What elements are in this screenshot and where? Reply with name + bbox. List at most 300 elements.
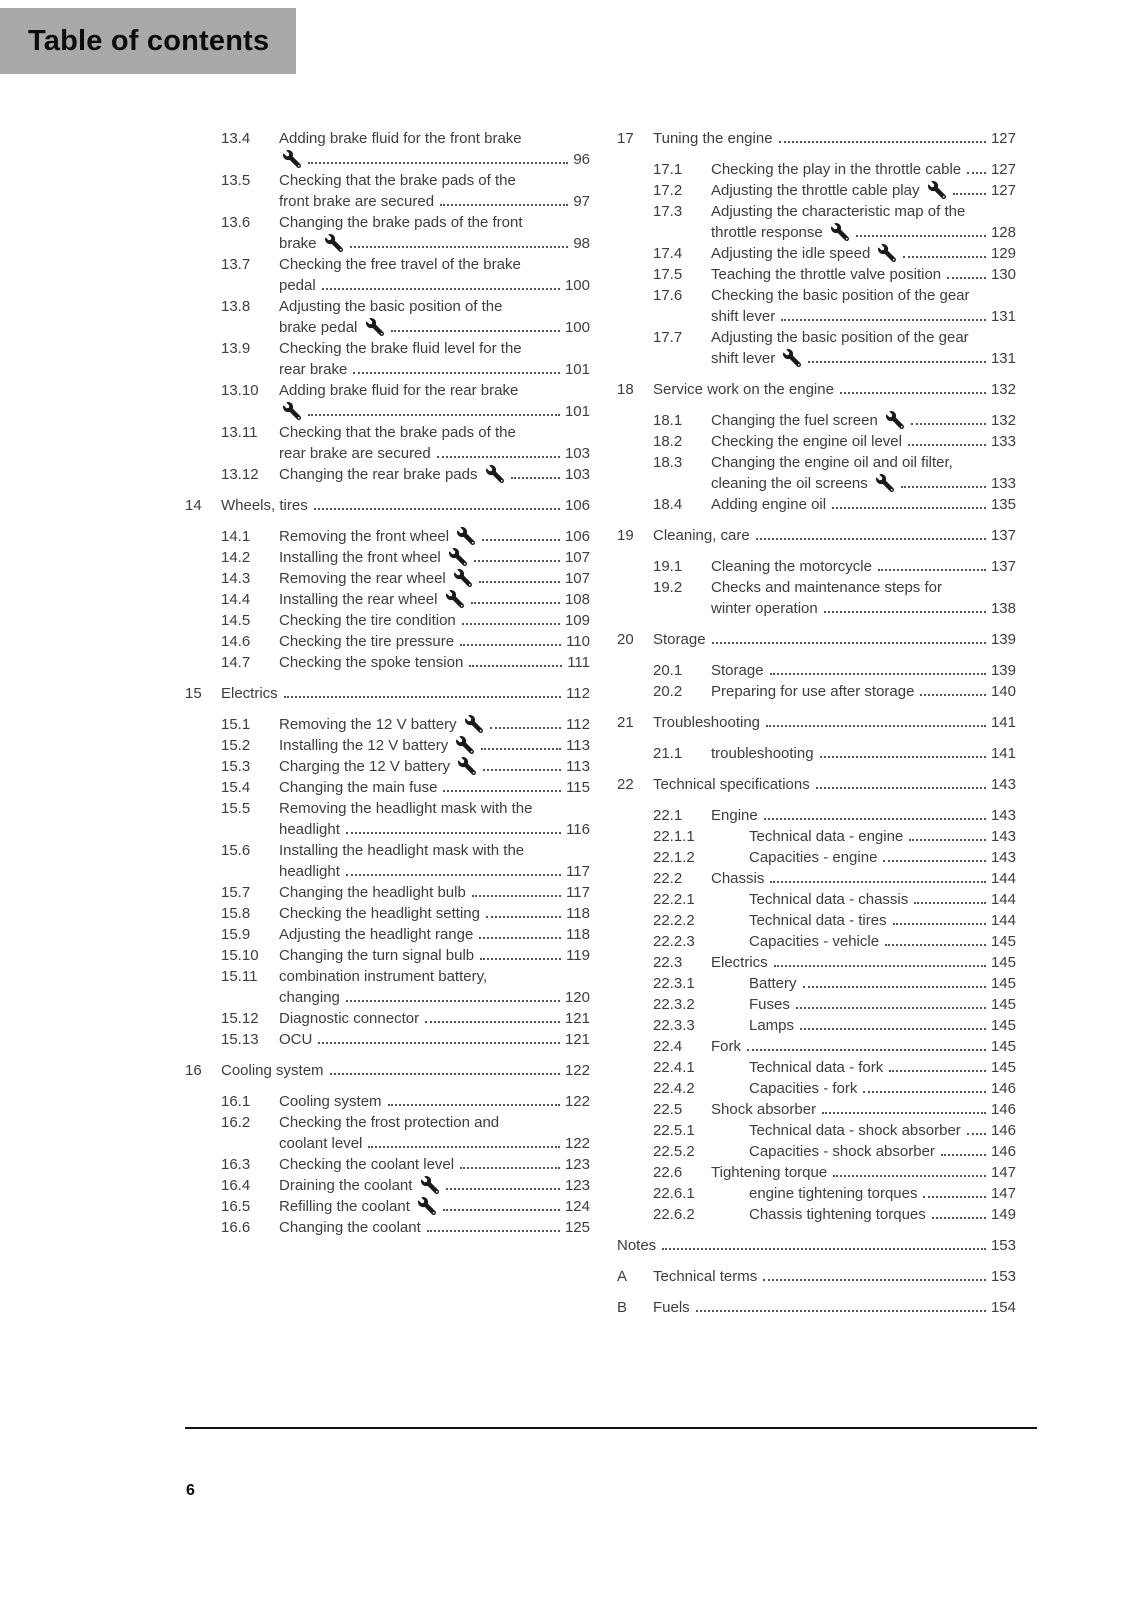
toc-entry-body: [279, 568, 590, 589]
toc-entry-title-line: combination instrument battery,: [279, 968, 488, 985]
toc-entry[interactable]: [617, 868, 1016, 889]
toc-entry-number: A: [617, 1268, 628, 1285]
toc-entry-title: Adding engine oil: [711, 496, 827, 513]
toc-entry[interactable]: [185, 631, 590, 652]
toc-entry-page: 144: [990, 891, 1016, 908]
toc-entry[interactable]: [617, 1078, 1016, 1099]
toc-entry[interactable]: [185, 798, 590, 840]
dot-leader: [824, 611, 986, 613]
toc-entry[interactable]: [185, 380, 590, 422]
toc-entry[interactable]: [617, 201, 1016, 243]
dot-leader: [908, 444, 986, 446]
dot-leader: [460, 644, 561, 646]
toc-entry-number: 18.4: [653, 496, 683, 513]
toc-entry[interactable]: [185, 756, 590, 777]
toc-entry[interactable]: [185, 1154, 590, 1175]
dot-leader: [440, 204, 568, 206]
toc-entry-page: 145: [990, 1038, 1016, 1055]
toc-entry-page: 147: [990, 1164, 1016, 1181]
toc-entry[interactable]: [185, 610, 590, 631]
toc-entry[interactable]: [617, 1036, 1016, 1057]
toc-entry[interactable]: [617, 681, 1016, 702]
toc-entry-body: [279, 631, 590, 652]
toc-entry-number: 20.2: [653, 683, 683, 700]
footer-rule: [185, 1427, 1037, 1429]
toc-entry[interactable]: [185, 1112, 590, 1154]
toc-entry-title: cleaning the oil screens: [711, 473, 895, 494]
toc-entry[interactable]: [617, 910, 1016, 931]
toc-column-left: [185, 128, 590, 1238]
toc-entry-page: 128: [990, 224, 1016, 241]
toc-entry-body: [711, 577, 1016, 619]
toc-entry[interactable]: [185, 296, 590, 338]
wrench-icon: [783, 349, 801, 367]
toc-entry-body: [749, 1183, 1016, 1204]
toc-entry[interactable]: [617, 1015, 1016, 1036]
toc-entry-title: Fuels: [653, 1299, 690, 1316]
toc-entry-page: 117: [566, 863, 590, 880]
toc-entry-page: 135: [990, 496, 1016, 513]
toc-entry[interactable]: [617, 660, 1016, 681]
toc-entry[interactable]: [617, 847, 1016, 868]
toc-entry-title: Diagnostic connector: [279, 1010, 420, 1027]
dot-leader: [318, 1042, 560, 1044]
dot-leader: [346, 874, 561, 876]
toc-entry-body: [279, 777, 590, 798]
toc-entry-title: [279, 401, 302, 422]
toc-entry-page: 127: [990, 130, 1016, 147]
toc-entry-number: 21.1: [653, 745, 683, 762]
toc-entry-title: Engine: [711, 807, 758, 824]
toc-entry-page: 131: [990, 350, 1016, 367]
toc-entry-title: changing: [279, 989, 340, 1006]
toc-entry[interactable]: [617, 1162, 1016, 1183]
toc-entry-number: 14: [185, 497, 202, 514]
wrench-icon: [449, 548, 467, 566]
toc-entry-page: 140: [990, 683, 1016, 700]
toc-entry-body: [279, 756, 590, 777]
toc-entry[interactable]: [617, 826, 1016, 847]
wrench-icon: [418, 1197, 436, 1215]
toc-entry-body: [749, 1204, 1016, 1225]
toc-entry-page: 109: [564, 612, 590, 629]
toc-entry-number: 20: [617, 631, 634, 648]
toc-entry-number: 15.10: [221, 947, 259, 964]
dot-leader: [437, 456, 560, 458]
toc-entry[interactable]: [185, 568, 590, 589]
toc-entry-page: 96: [573, 151, 590, 168]
toc-entry-number: 13.11: [221, 424, 258, 441]
toc-entry-title: OCU: [279, 1031, 313, 1048]
toc-entry-body: [711, 952, 1016, 973]
toc-entry[interactable]: [185, 683, 590, 704]
dot-leader: [901, 486, 986, 488]
toc-entry[interactable]: [617, 494, 1016, 515]
toc-entry-page: 145: [990, 933, 1016, 950]
dot-leader: [350, 246, 569, 248]
toc-entry-number: 16.1: [221, 1093, 251, 1110]
toc-entry-number: 22.5.1: [653, 1122, 695, 1139]
toc-entry-page: 127: [990, 161, 1016, 178]
dot-leader: [800, 1028, 986, 1030]
toc-entry-page: 146: [990, 1080, 1016, 1097]
toc-entry-title-line: Checking the frost protection and: [279, 1114, 500, 1131]
toc-entry-title: throttle response: [711, 222, 850, 243]
toc-entry-title: pedal: [279, 277, 316, 294]
dot-leader: [483, 769, 561, 771]
toc-entry-title-line: Changing the engine oil and oil filter,: [711, 454, 953, 471]
toc-entry-page: 144: [990, 870, 1016, 887]
toc-entry-number: 15: [185, 685, 202, 702]
toc-entry[interactable]: [617, 931, 1016, 952]
toc-entry-number: 16.2: [221, 1114, 251, 1131]
toc-entry-title: Checking the headlight setting: [279, 905, 480, 922]
dot-leader: [816, 787, 986, 789]
toc-entry-number: 19: [617, 527, 634, 544]
toc-entry-body: [279, 966, 590, 1008]
toc-entry-title: Technical data - shock absorber: [749, 1122, 961, 1139]
toc-entry[interactable]: [185, 652, 590, 673]
dot-leader: [953, 193, 986, 195]
toc-entry-number: 22.5.2: [653, 1143, 695, 1160]
toc-entry[interactable]: [617, 159, 1016, 180]
toc-entry[interactable]: [617, 1204, 1016, 1225]
toc-entry[interactable]: [185, 1008, 590, 1029]
toc-entry[interactable]: [185, 1175, 590, 1196]
wrench-icon: [421, 1176, 439, 1194]
toc-entry-title-line: Adjusting the basic position of the: [279, 298, 503, 315]
toc-entry[interactable]: [185, 903, 590, 924]
dot-leader: [462, 623, 560, 625]
dot-leader: [479, 937, 561, 939]
toc-entry[interactable]: [617, 452, 1016, 494]
toc-entry-title: Installing the rear wheel: [279, 589, 465, 610]
toc-entry-page: 125: [564, 1219, 590, 1236]
toc-entry-body: [749, 1120, 1016, 1141]
toc-entry-title: Chassis tightening torques: [749, 1206, 926, 1223]
wrench-icon: [886, 411, 904, 429]
toc-entry-page: 153: [990, 1237, 1016, 1254]
toc-entry-page: 149: [990, 1206, 1016, 1223]
toc-entry-title: engine tightening torques: [749, 1185, 918, 1202]
toc-entry[interactable]: [617, 1099, 1016, 1120]
toc-entry[interactable]: [617, 285, 1016, 327]
toc-entry[interactable]: [185, 526, 590, 547]
toc-entry-body: [711, 556, 1016, 577]
toc-entry-number: 22.6: [653, 1164, 683, 1181]
toc-entry-number: 14.3: [221, 570, 251, 587]
dot-leader: [322, 288, 560, 290]
toc-entry[interactable]: [185, 128, 590, 170]
toc-entry-page: 112: [566, 685, 590, 702]
toc-entry-page: 122: [564, 1135, 590, 1152]
toc-entry-number: 22.6.1: [653, 1185, 695, 1202]
dot-leader: [425, 1021, 560, 1023]
toc-entry-number: 17: [617, 130, 634, 147]
toc-entry-body: [279, 1112, 590, 1154]
toc-entry-title: Shock absorber: [711, 1101, 817, 1118]
toc-entry-page: 127: [990, 182, 1016, 199]
toc-entry-body: [711, 1162, 1016, 1183]
toc-entry-number: 14.7: [221, 654, 251, 671]
toc-entry-body: [279, 1175, 590, 1196]
toc-entry[interactable]: [617, 973, 1016, 994]
dot-leader: [763, 1279, 986, 1281]
toc-entry-title: Capacities - fork: [749, 1080, 858, 1097]
toc-entry-number: 15.5: [221, 800, 251, 817]
toc-entry-title: Technical data - engine: [749, 828, 904, 845]
toc-entry-page: 124: [564, 1198, 590, 1215]
toc-entry-title: Checking the spoke tension: [279, 654, 464, 671]
toc-entry-body: [279, 714, 590, 735]
toc-entry[interactable]: [617, 264, 1016, 285]
toc-entry[interactable]: [185, 495, 590, 516]
dot-leader: [820, 756, 986, 758]
toc-entry[interactable]: [617, 180, 1016, 201]
toc-entry-body: [711, 243, 1016, 264]
toc-entry[interactable]: [617, 327, 1016, 369]
toc-entry-title: Checking the tire pressure: [279, 633, 455, 650]
toc-entry-title: rear brake are secured: [279, 445, 431, 462]
toc-entry-body: [711, 285, 1016, 327]
toc-entry-body: [279, 1091, 590, 1112]
toc-entry-number: 14.1: [221, 528, 251, 545]
wrench-icon: [456, 736, 474, 754]
toc-entry-title: troubleshooting: [711, 745, 814, 762]
toc-entry[interactable]: [617, 1183, 1016, 1204]
toc-entry-title: Adjusting the idle speed: [711, 243, 897, 264]
toc-entry-body: [279, 338, 590, 380]
toc-entry-title: Draining the coolant: [279, 1175, 440, 1196]
toc-entry-body: [749, 826, 1016, 847]
toc-entry-number: 22.4.1: [653, 1059, 695, 1076]
dot-leader: [909, 839, 986, 841]
toc-entry-page: 131: [990, 308, 1016, 325]
toc-entry-number: 22.2.2: [653, 912, 695, 929]
toc-entry-body: [279, 1008, 590, 1029]
toc-entry-page: 101: [564, 403, 590, 420]
toc-entry[interactable]: [185, 212, 590, 254]
toc-entry-title: Fork: [711, 1038, 741, 1055]
toc-entry-body: [711, 410, 1016, 431]
toc-entry[interactable]: [185, 735, 590, 756]
toc-entry-title: Adjusting the headlight range: [279, 926, 474, 943]
toc-entry[interactable]: [617, 629, 1016, 650]
toc-entry-page: 121: [564, 1031, 590, 1048]
toc-entry-number: 14.2: [221, 549, 251, 566]
toc-entry-number: 13.4: [221, 130, 251, 147]
dot-leader: [832, 507, 986, 509]
toc-entry-page: 110: [566, 633, 590, 650]
toc-entry[interactable]: [185, 1196, 590, 1217]
toc-entry[interactable]: [617, 1266, 1016, 1287]
toc-entry[interactable]: [617, 1141, 1016, 1162]
dot-leader: [878, 569, 986, 571]
toc-entry-number: 13.6: [221, 214, 251, 231]
toc-entry[interactable]: [185, 777, 590, 798]
toc-entry[interactable]: [617, 774, 1016, 795]
toc-entry[interactable]: [617, 743, 1016, 764]
toc-entry-title: Charging the 12 V battery: [279, 756, 477, 777]
toc-entry-body: [279, 903, 590, 924]
toc-entry-title: Installing the front wheel: [279, 547, 468, 568]
toc-entry-number: 15.3: [221, 758, 251, 775]
toc-entry-body: [711, 201, 1016, 243]
toc-entry-page: 145: [990, 954, 1016, 971]
dot-leader: [427, 1230, 560, 1232]
toc-entry-body: [279, 882, 590, 903]
toc-entry[interactable]: [617, 805, 1016, 826]
dot-leader: [923, 1196, 986, 1198]
toc-entry-title: Changing the turn signal bulb: [279, 947, 475, 964]
toc-entry-number: 22.6.2: [653, 1206, 695, 1223]
toc-entry[interactable]: [185, 547, 590, 568]
toc-entry-number: 16.4: [221, 1177, 251, 1194]
toc-entry-page: 106: [564, 528, 590, 545]
toc-entry-title-line: Adding brake fluid for the front brake: [279, 130, 522, 147]
toc-entry-title: Teaching the throttle valve position: [711, 266, 942, 283]
toc-entry[interactable]: [185, 338, 590, 380]
toc-entry-title: Changing the fuel screen: [711, 410, 905, 431]
page-number: 6: [186, 1482, 195, 1499]
toc-entry[interactable]: [617, 128, 1016, 149]
toc-entry-title: Tuning the engine: [653, 130, 773, 147]
dot-leader: [840, 392, 986, 394]
toc-entry-body: [279, 589, 590, 610]
toc-entry[interactable]: [617, 1297, 1016, 1318]
dot-leader: [967, 1133, 986, 1135]
toc-entry-number: 18.1: [653, 412, 683, 429]
toc-entry[interactable]: [617, 379, 1016, 400]
toc-entry-number: 22.3.3: [653, 1017, 695, 1034]
toc-entry[interactable]: [185, 924, 590, 945]
toc-entry[interactable]: [185, 422, 590, 464]
toc-entry-title: Checking the tire condition: [279, 612, 456, 629]
toc-entry-body: [749, 1078, 1016, 1099]
toc-entry[interactable]: [617, 410, 1016, 431]
toc-entry-title: Technical data - chassis: [749, 891, 909, 908]
toc-entry-number: 15.2: [221, 737, 251, 754]
toc-entry-number: 17.4: [653, 245, 683, 262]
toc-entry[interactable]: [185, 589, 590, 610]
toc-entry[interactable]: [617, 1120, 1016, 1141]
toc-entry[interactable]: [617, 243, 1016, 264]
dot-leader: [482, 539, 560, 541]
toc-entry-title: Changing the main fuse: [279, 779, 438, 796]
toc-entry-page: 141: [990, 745, 1016, 762]
toc-entry[interactable]: [185, 966, 590, 1008]
dot-leader: [822, 1112, 986, 1114]
toc-entry[interactable]: [185, 1060, 590, 1081]
toc-entry-page: 130: [990, 266, 1016, 283]
dot-leader: [308, 162, 568, 164]
toc-entry[interactable]: [185, 882, 590, 903]
toc-entry-title: front brake are secured: [279, 193, 435, 210]
toc-entry-number: 22.1.2: [653, 849, 695, 866]
toc-entry-number: 15.8: [221, 905, 251, 922]
dot-leader: [486, 916, 561, 918]
toc-entry-body: [711, 660, 1016, 681]
toc-entry[interactable]: [617, 889, 1016, 910]
toc-entry-body: [279, 170, 590, 212]
dot-leader: [479, 581, 560, 583]
toc-entry-title: Capacities - vehicle: [749, 933, 880, 950]
toc-entry-number: 13.5: [221, 172, 251, 189]
toc-entry[interactable]: [617, 577, 1016, 619]
toc-entry[interactable]: [185, 1029, 590, 1050]
toc-entry-number: 14.5: [221, 612, 251, 629]
toc-entry-number: 15.9: [221, 926, 251, 943]
toc-entry-title-line: Checking the brake fluid level for the: [279, 340, 522, 357]
toc-entry-body: [653, 712, 1016, 733]
toc-entry[interactable]: [617, 994, 1016, 1015]
toc-entry-body: [653, 525, 1016, 546]
toc-entry-page: 113: [566, 758, 590, 775]
dot-leader: [808, 361, 986, 363]
toc-entry[interactable]: [617, 525, 1016, 546]
dot-leader: [770, 881, 986, 883]
toc-entry-number: 14.6: [221, 633, 251, 650]
toc-entry[interactable]: [185, 170, 590, 212]
toc-entry-number: 15.4: [221, 779, 251, 796]
toc-entry[interactable]: [617, 431, 1016, 452]
toc-entry-body: [279, 735, 590, 756]
toc-entry-page: 115: [566, 779, 590, 796]
toc-entry-page: 133: [990, 475, 1016, 492]
toc-entry-title: Wheels, tires: [221, 497, 308, 514]
toc-entry-body: [653, 1266, 1016, 1287]
toc-entry[interactable]: [617, 1235, 1016, 1256]
toc-entry[interactable]: [185, 840, 590, 882]
toc-entry-title: headlight: [279, 863, 340, 880]
toc-entry-page: 97: [573, 193, 590, 210]
toc-entry-page: 139: [990, 631, 1016, 648]
toc-entry-body: [711, 868, 1016, 889]
toc-entry[interactable]: [185, 1091, 590, 1112]
dot-leader: [914, 902, 986, 904]
toc-entry-page: 103: [564, 466, 590, 483]
toc-entry-body: [279, 526, 590, 547]
toc-entry[interactable]: [185, 254, 590, 296]
toc-entry-page: 106: [564, 497, 590, 514]
dot-leader: [662, 1248, 986, 1250]
toc-entry[interactable]: [617, 556, 1016, 577]
toc-entry-title-line: Removing the headlight mask with the: [279, 800, 533, 817]
toc-entry[interactable]: [185, 714, 590, 735]
toc-entry-title-line: Checking that the brake pads of the: [279, 424, 516, 441]
toc-entry-page: 132: [990, 412, 1016, 429]
dot-leader: [460, 1167, 560, 1169]
toc-entry-number: 22.3.2: [653, 996, 695, 1013]
toc-entry[interactable]: [617, 952, 1016, 973]
toc-entry[interactable]: [185, 1217, 590, 1238]
dot-leader: [696, 1310, 986, 1312]
toc-entry-title-line: Changing the brake pads of the front: [279, 214, 523, 231]
toc-entry-page: 107: [564, 549, 590, 566]
toc-entry-number: 21: [617, 714, 634, 731]
toc-entry[interactable]: [185, 464, 590, 485]
dot-leader: [391, 330, 560, 332]
toc-entry[interactable]: [617, 1057, 1016, 1078]
toc-entry-number: 15.11: [221, 968, 258, 985]
dot-leader: [889, 1070, 986, 1072]
toc-entry[interactable]: [185, 945, 590, 966]
toc-entry-title: rear brake: [279, 361, 348, 378]
toc-entry-page: 123: [564, 1156, 590, 1173]
toc-entry-page: 116: [566, 821, 590, 838]
toc-entry-body: [279, 1217, 590, 1238]
toc-entry[interactable]: [617, 712, 1016, 733]
